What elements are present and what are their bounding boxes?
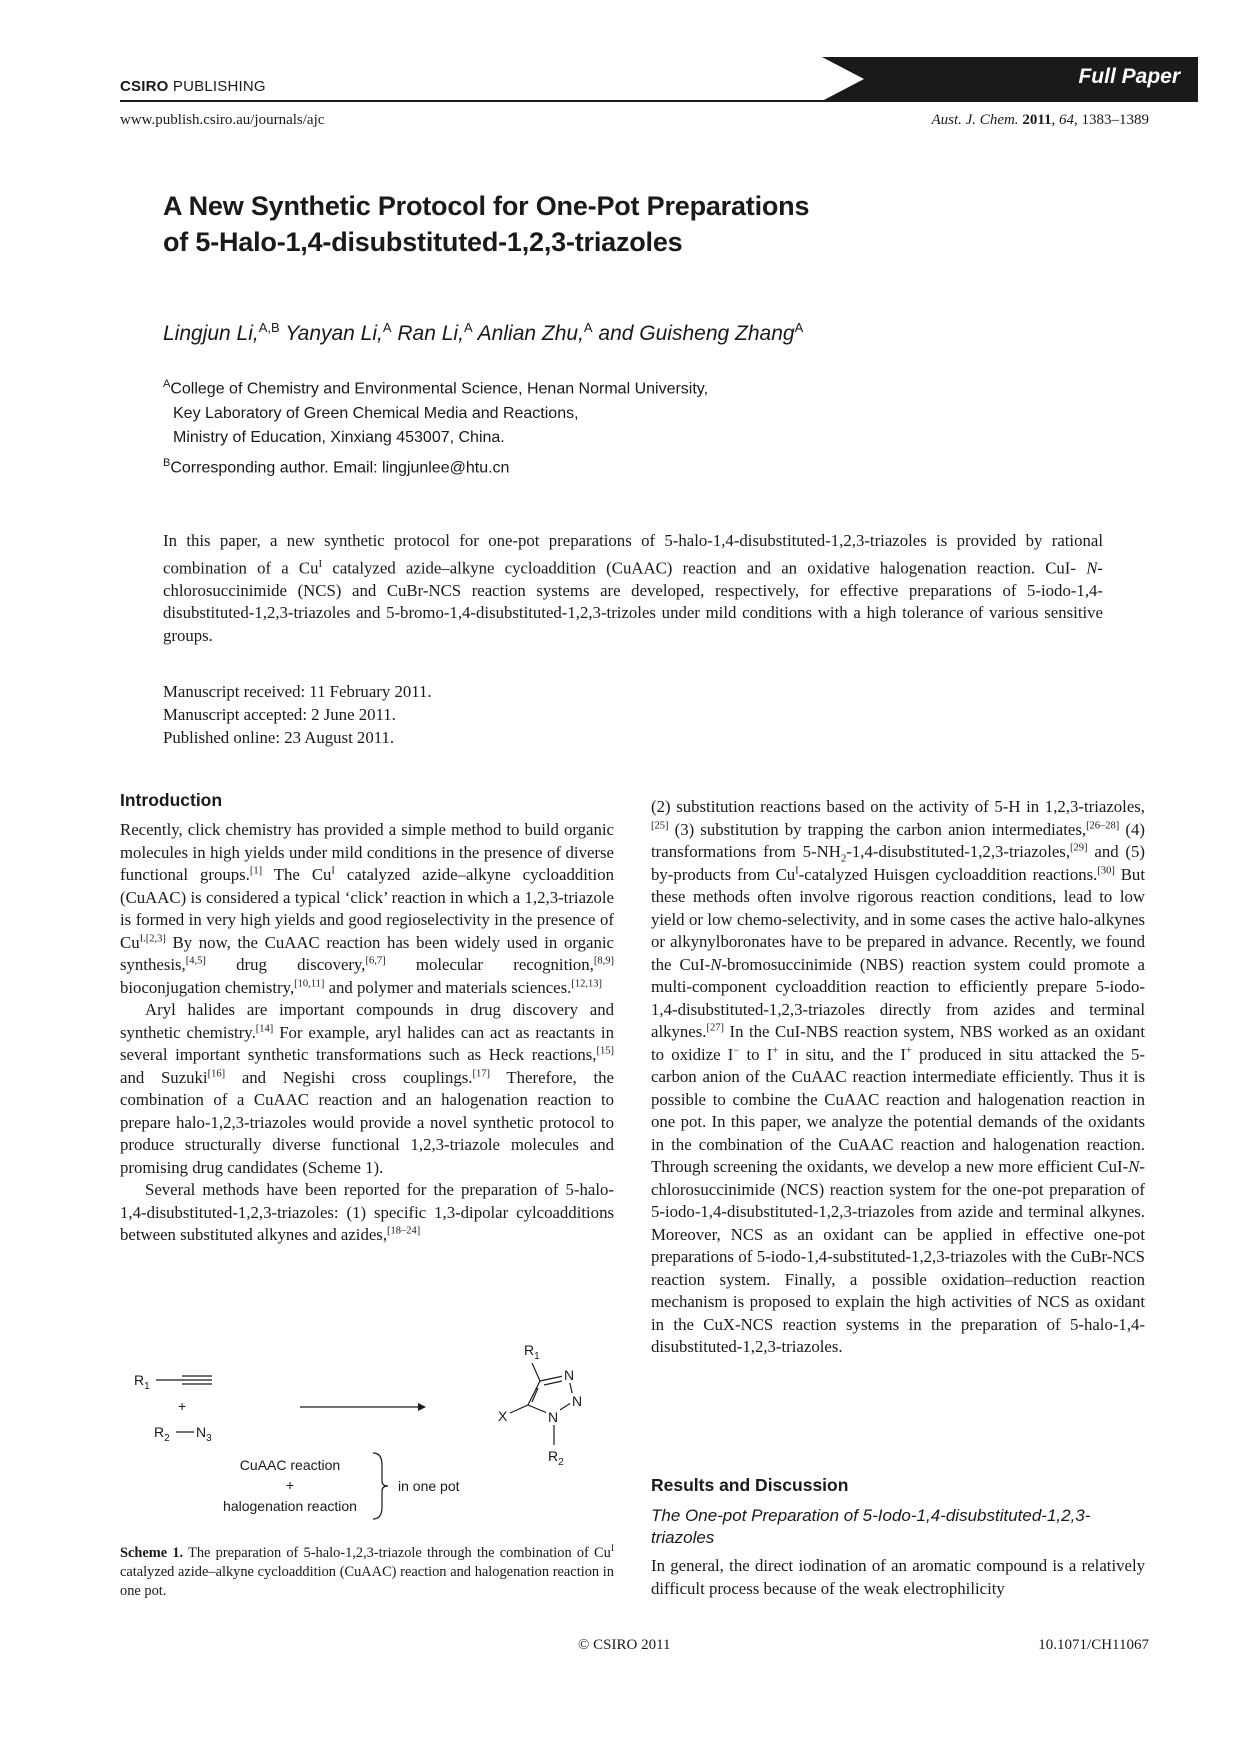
abstract-italic-1: N <box>1086 558 1098 578</box>
c2-sub-1: 2 <box>840 852 847 865</box>
c2-q12: produced in situ attacked the 5-carbon anion of the CuAAC reaction intermediate efficiently. Thus it is possible to combine the CuAAC reaction and halogenation reaction in one pot. In this paper, we analyze the potential demands of the oxidants in the combination of the CuAAC reaction and halogenation reaction. Through screening the oxidants, we develop a new more efficient CuI- <box>651 1044 1145 1176</box>
c1-p2d: and Negishi cross couplings. <box>225 1067 473 1087</box>
scheme-1-caption <box>120 1540 614 1601</box>
author-1-affil: A,B <box>258 320 280 335</box>
author-5-affil: A <box>794 320 804 335</box>
c2-ref-3[interactable]: [29] <box>1070 842 1088 854</box>
c2-q7: But these methods often involve rigorous reaction conditions, lead to low yield or low chemo-selectivity, and in some cases the active halo-alkynes or alkynylboronates have to be prepared in advance. Recently, we found the CuI- <box>651 864 1145 974</box>
c2-sup-3: + <box>772 1044 779 1056</box>
c2-q9: In the CuI-NBS reaction system, NBS worked as an oxidant to oxidize I <box>651 1022 1145 1064</box>
abstract-part-3: -chlorosuccinimide (NCS) and CuBr-NCS reaction systems are developed, respectively, for effective preparations of 5-iodo-1,4-disubstituted-1,2,3-triazoles and 5-bromo-1,4-disubstituted-1,2,3-trizoles under mild conditions with a high tolerance of various sensitive groups. <box>163 558 1103 645</box>
c2-q8: -bromosuccinimide (NBS) reaction system could promote a multi-component cycloaddition reaction to efficiently prepare 5-iodo-1,4-disubstituted-1,2,3-triazoles directly from azides and terminal alkynes. <box>651 954 1145 1041</box>
author-3-affil: A <box>463 320 473 335</box>
scheme-prod-r1-sub: 1 <box>534 1351 540 1362</box>
c2-sup-4: + <box>905 1044 912 1056</box>
author-5-name: and Guisheng Zhang <box>598 322 795 345</box>
scheme-plus: + <box>178 1398 187 1414</box>
c1-ref-5[interactable]: [8,9] <box>593 955 614 967</box>
header-rule <box>120 100 1198 102</box>
affiliation-a-text-1: College of Chemistry and Environmental Science, Henan Normal University, <box>170 380 709 398</box>
date-published: Published online: 23 August 2011. <box>163 728 395 747</box>
c1-ref-12[interactable]: [18–24] <box>387 1225 421 1237</box>
author-3 <box>397 322 472 345</box>
scheme-condition-halogenation: halogenation reaction <box>223 1498 357 1514</box>
scheme-caption-part-2: catalyzed azide–alkyne cycloaddition (CuAAC) reaction and halogenation reaction in one pot. <box>120 1563 614 1599</box>
c1-ref-1[interactable]: [1] <box>249 865 263 877</box>
c1-ref-11[interactable]: [17] <box>472 1067 490 1079</box>
scheme-brace <box>373 1453 388 1519</box>
c1-p1e: drug discovery, <box>205 955 366 974</box>
c1-ref-9[interactable]: [15] <box>596 1045 614 1057</box>
publisher-rest: PUBLISHING <box>168 78 266 95</box>
abstract-sup-1: I <box>318 557 323 570</box>
results-paragraph-text: In general, the direct iodination of an aromatic compound is a relatively difficult process because of the weak electrophilicity <box>651 1556 1145 1598</box>
c2-sup-1: I <box>795 864 799 876</box>
affiliations <box>163 372 708 481</box>
abstract <box>163 530 1103 647</box>
c1-sup-1: I <box>331 865 335 877</box>
scheme-r1-label <box>134 1372 150 1392</box>
introduction-heading: Introduction <box>120 790 223 810</box>
c2-q6: -catalyzed Huisgen cycloaddition reactions. <box>798 864 1098 884</box>
intro-paragraph-3-cont <box>651 796 1145 1359</box>
scheme-caption-label: Scheme 1. <box>120 1544 184 1561</box>
journal-year: 2011 <box>1022 112 1052 128</box>
author-2 <box>285 322 391 345</box>
intro-paragraph-2 <box>120 999 614 1179</box>
author-4 <box>478 322 593 345</box>
c1-p1f: molecular recognition, <box>385 955 594 974</box>
affiliation-b-mark: B <box>163 456 171 469</box>
scheme-n3-sub: 3 <box>206 1433 212 1444</box>
scheme-prod-r1-label <box>524 1342 540 1362</box>
c1-ref-2[interactable]: .[2,3] <box>143 932 166 944</box>
c2-q3: (4) transformations from 5-NH <box>651 819 1145 861</box>
scheme-x: X <box>498 1408 508 1424</box>
c1-p1c: catalyzed azide–alkyne cycloaddition (CuAAC) is considered a typical ‘click’ reaction in which a 1,2,3-triazole is formed in very high yields and good regioselectivity in the presence of Cu <box>120 865 615 952</box>
copyright: © CSIRO 2011 <box>578 1637 671 1653</box>
c2-q13: -chlorosuccinimide (NCS) reaction system for the one-pot preparation of 5-iodo-1,4-disubstituted-1,2,3-triazoles from azide and terminal alkynes. Moreover, NCS as an oxidant can be applied in effective one-pot preparations of 5-iodo-1,4-substituted-1,2,3-triazoles with the CuBr-NCS reaction system. Finally, a possible oxidation–reduction reaction mechanism is proposed to explain the high activities of NCS as oxidant in the CuX-NCS reaction systems in the preparation of 5-halo-1,4-disubstituted-1,2,3-triazoles. <box>651 1157 1145 1356</box>
scheme-condition-cuaac: CuAAC reaction <box>239 1457 341 1473</box>
affiliation-a-mark: A <box>163 378 171 390</box>
c2-ref-1[interactable]: [25] <box>651 819 669 831</box>
scheme-triazole-n-2: N <box>572 1393 583 1409</box>
author-4-name: Anlian Zhu, <box>477 322 584 345</box>
scheme-x-bond <box>510 1405 528 1413</box>
abstract-part-2: catalyzed azide–alkyne cycloaddition (CuAAC) reaction and an oxidative halogenation reaction. CuI- <box>322 558 1087 578</box>
c2-q10: to I <box>739 1044 773 1064</box>
affiliation-a-line-2: Key Laboratory of Green Chemical Media and Reactions, <box>173 404 579 422</box>
scheme-in-one-pot: in one pot <box>398 1478 460 1494</box>
c1-ref-3[interactable]: [4,5] <box>185 955 206 967</box>
journal-url[interactable]: www.publish.csiro.au/journals/ajc <box>120 112 325 128</box>
c1-ref-7[interactable]: [12,13] <box>571 977 602 989</box>
author-3-name: Ran Li, <box>397 322 464 345</box>
author-list <box>163 320 803 346</box>
c1-p3a: Several methods have been reported for the preparation of 5-halo-1,4-disubstituted-1,2,3-triazoles: (1) specific 1,3-dipolar cylcoadditions between substituted alkynes and azides, <box>120 1180 614 1244</box>
c1-p1g: bioconjugation chemistry, <box>120 977 295 997</box>
author-1 <box>163 322 280 345</box>
c2-q4: -1,4-disubstituted-1,2,3-triazoles, <box>846 842 1071 861</box>
journal-name: Aust. J. Chem. <box>931 112 1019 128</box>
scheme-prod-r1-bond <box>532 1363 540 1381</box>
c1-p2a: Aryl halides are important compounds in drug discovery and synthetic chemistry. <box>120 1000 614 1042</box>
c2-ref-5[interactable]: [27] <box>706 1022 724 1034</box>
date-received: Manuscript received: 11 February 2011. <box>163 682 432 701</box>
author-4-affil: A <box>583 320 593 335</box>
full-paper-label: Full Paper <box>1078 65 1180 88</box>
intro-paragraph-3 <box>120 1179 614 1247</box>
scheme-r1-sub: 1 <box>144 1381 150 1392</box>
scheme-ring-double-bond-1 <box>544 1381 562 1385</box>
publisher-name <box>120 78 266 95</box>
results-heading: Results and Discussion <box>651 1475 849 1495</box>
corresponding-author-text: Corresponding author. Email: lingjunlee@htu.cn <box>170 459 510 477</box>
c1-ref-6[interactable]: [10,11] <box>294 977 325 989</box>
scheme-r1: R <box>134 1372 145 1388</box>
c1-p1h: and polymer and materials sciences. <box>324 977 572 997</box>
journal-citation: Aust. J. Chem. 2011, 64, 1383–1389 <box>931 112 1149 128</box>
scheme-caption-sup: I <box>610 1544 614 1554</box>
scheme-prod-r2-sub: 2 <box>558 1457 564 1468</box>
journal-pages: 1383–1389 <box>1081 112 1149 128</box>
scheme-triazole-n-1: N <box>564 1367 575 1383</box>
scheme-caption-part-1: The preparation of 5-halo-1,2,3-triazole through the combination of Cu <box>183 1544 611 1561</box>
author-5 <box>598 322 803 345</box>
affiliation-a-line-1 <box>163 372 708 402</box>
doi[interactable]: 10.1071/CH11067 <box>1038 1637 1149 1653</box>
c1-p1a: Recently, click chemistry has provided a simple method to build organic molecules in high yields under mild conditions in the presence of diverse functional groups. <box>120 820 614 884</box>
affiliation-a-line-3: Ministry of Education, Xinxiang 453007, China. <box>173 429 505 447</box>
c2-ref-2[interactable]: [26–28] <box>1086 819 1120 831</box>
c2-sup-2: − <box>733 1044 740 1056</box>
scheme-r2-sub: 2 <box>164 1433 170 1444</box>
c1-ref-10[interactable]: [16] <box>207 1067 226 1079</box>
title-line-1: A New Synthetic Protocol for One-Pot Preparations <box>163 191 810 221</box>
intro-paragraph-1 <box>120 819 614 999</box>
scheme-1-figure <box>120 1335 614 1535</box>
scheme-prod-r1: R <box>524 1342 535 1358</box>
c2-q11: in situ, and the I <box>778 1044 906 1064</box>
c1-p2e: Therefore, the combination of a CuAAC reaction and an halogenation reaction to prepare halo-1,2,3-triazoles would provide a novel synthetic protocol to produce structurally diverse functional 1,2,3-triazole molecules and promising drug candidates (Scheme 1). <box>120 1067 614 1177</box>
c2-q1: (2) substitution reactions based on the activity of 5-H in 1,2,3-triazoles, <box>651 797 1145 816</box>
author-2-name: Yanyan Li, <box>285 322 383 345</box>
author-2-affil: A <box>382 320 392 335</box>
scheme-condition-plus: + <box>285 1477 295 1493</box>
c1-p2b: For example, aryl halides can act as reactants in several important synthetic transformations such as Heck reactions, <box>120 1022 614 1064</box>
c1-p2c: and Suzuki <box>120 1067 208 1087</box>
journal-volume: 64 <box>1059 112 1074 128</box>
paper-title <box>163 188 983 260</box>
subsection-heading: The One-pot Preparation of 5-Iodo-1,4-disubstituted-1,2,3-triazoles <box>651 1506 1091 1547</box>
corresponding-author <box>163 451 708 481</box>
c1-ref-8[interactable]: [14] <box>255 1022 274 1034</box>
results-paragraph-1 <box>651 1555 1145 1600</box>
scheme-arrow-head <box>418 1403 426 1411</box>
scheme-r2: R <box>154 1424 165 1440</box>
scheme-prod-r2: R <box>548 1448 559 1464</box>
c2-q2: (3) substitution by trapping the carbon anion intermediates, <box>668 819 1087 839</box>
publisher-bold: CSIRO <box>120 78 169 95</box>
abstract-part-1: In this paper, a new synthetic protocol for one-pot preparations of 5-halo-1,4-disubstituted-1,2,3-triazoles is provided by rational combination of a Cu <box>163 531 1103 578</box>
c1-p1d: By now, the CuAAC reaction has been widely used in organic synthesis, <box>120 932 614 974</box>
scheme-r2-label <box>154 1424 170 1444</box>
scheme-prod-r2-label <box>548 1448 564 1468</box>
c1-sup-2: I <box>139 932 144 944</box>
c2-italic-2: N <box>1128 1157 1140 1176</box>
author-1-name: Lingjun Li, <box>163 322 259 345</box>
scheme-n3: N <box>196 1424 207 1440</box>
column-left <box>120 819 614 1247</box>
scheme-triazole-n-3: N <box>548 1409 559 1425</box>
c2-q5: and (5) by-products from Cu <box>651 842 1145 884</box>
c2-italic-1: N <box>710 954 722 974</box>
c1-ref-4[interactable]: [6,7] <box>365 955 386 967</box>
scheme-n3-label <box>196 1424 212 1444</box>
c1-p1b: The Cu <box>262 865 332 884</box>
manuscript-dates <box>163 680 432 749</box>
title-line-2: of 5-Halo-1,4-disubstituted-1,2,3-triazoles <box>163 227 683 257</box>
column-right <box>651 796 1145 1359</box>
date-accepted: Manuscript accepted: 2 June 2011. <box>163 705 396 724</box>
c2-ref-4[interactable]: [30] <box>1097 864 1115 876</box>
